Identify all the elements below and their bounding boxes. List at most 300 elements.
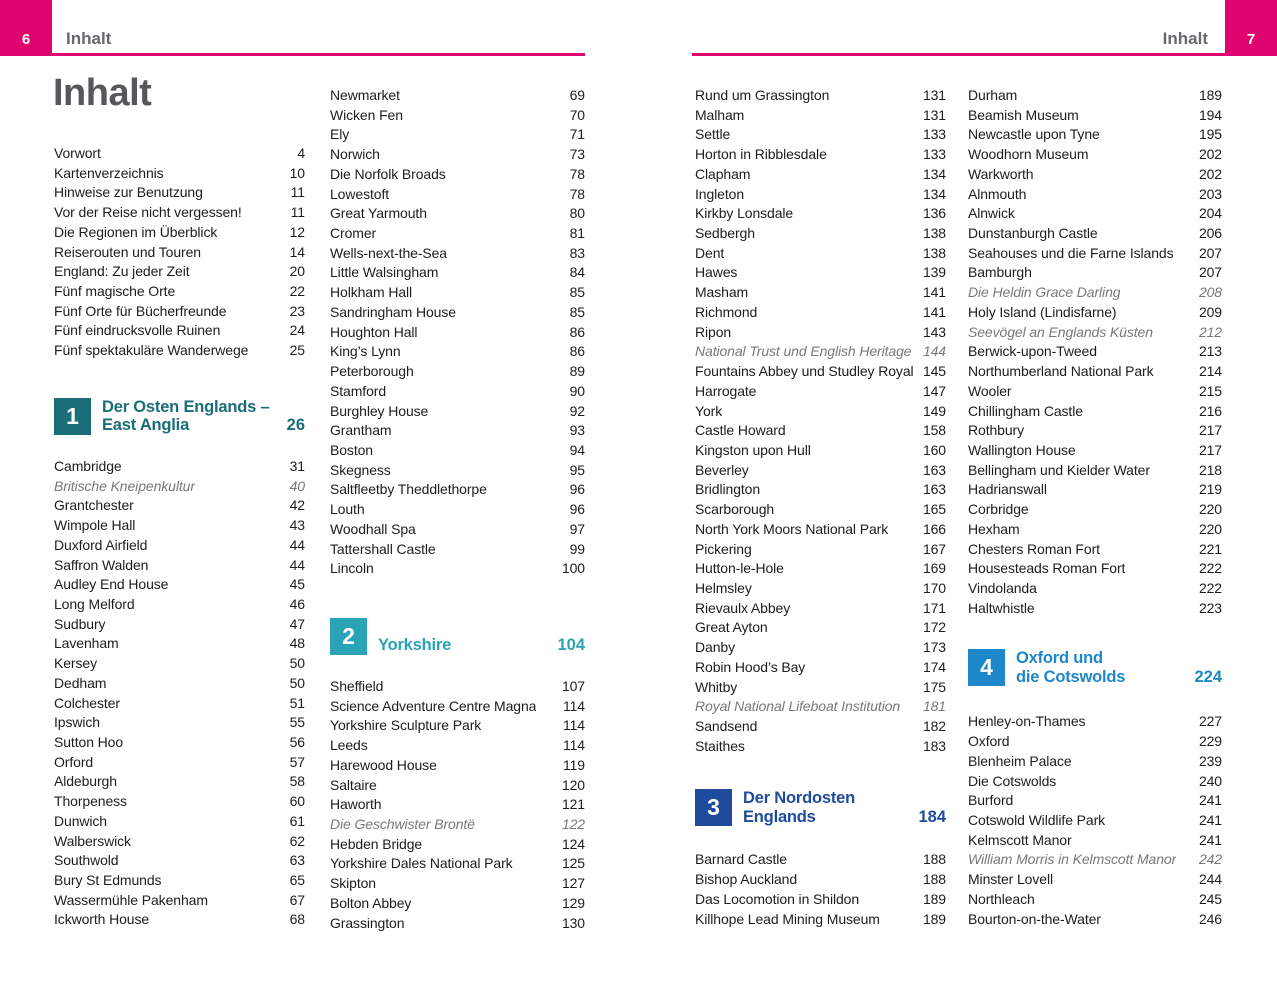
toc-entry-label: Chesters Roman Fort	[968, 540, 1100, 557]
toc-entry-label: Die Regionen im Überblick	[54, 223, 218, 240]
toc-entry-page: 11	[290, 204, 305, 221]
page-number-tab-left: 6	[0, 0, 52, 56]
toc-entry-label: National Trust und English Heritage	[695, 343, 912, 360]
toc-entry-page: 131	[922, 87, 946, 103]
toc-entry-label: Clapham	[695, 165, 751, 182]
toc-entry-page: 78	[569, 165, 585, 182]
toc-entry-page: 214	[1198, 363, 1222, 380]
toc-entry	[695, 263, 946, 283]
toc-entry	[330, 244, 585, 264]
toc-entry-label: Kersey	[54, 655, 97, 672]
toc-entry-page: 86	[569, 343, 585, 360]
toc-entry-page: 94	[569, 441, 585, 458]
toc-entry	[54, 262, 305, 282]
toc-entry	[54, 341, 305, 361]
toc-entry	[968, 86, 1222, 106]
toc-entry-page: 65	[289, 872, 305, 888]
toc-entry	[695, 106, 946, 126]
toc-entry-page: 245	[1198, 890, 1222, 907]
toc-entry	[54, 556, 305, 576]
toc-entry-label: Bolton Abbey	[330, 894, 412, 911]
toc-column-3	[695, 86, 946, 929]
toc-entry	[695, 303, 946, 323]
toc-entry-label: Dedham	[54, 674, 107, 691]
section4-entries-col4	[968, 712, 1222, 929]
toc-entry-page: 78	[569, 185, 585, 202]
toc-entry-label: Ingleton	[695, 185, 745, 202]
toc-entry-page: 167	[922, 540, 946, 557]
section-number-badge: 3	[695, 789, 732, 826]
toc-entry-page: 218	[1198, 461, 1222, 478]
toc-entry-label: Holy Island (Lindisfarne)	[968, 303, 1117, 320]
toc-entry	[968, 890, 1222, 910]
toc-entry-label: Wooler	[968, 382, 1012, 399]
toc-entry-page: 207	[1198, 264, 1222, 281]
section-header-1	[54, 397, 305, 435]
toc-entry	[695, 618, 946, 638]
toc-entry	[54, 321, 305, 341]
toc-entry-page: 158	[922, 422, 946, 439]
toc-entry-page: 50	[289, 655, 305, 672]
toc-entry-page: 208	[1198, 284, 1222, 301]
section2-entries-col3	[695, 86, 946, 756]
toc-entry-page: 62	[289, 832, 305, 849]
toc-entry-page: 127	[561, 875, 585, 892]
toc-entry	[54, 516, 305, 536]
toc-entry-label: Sedbergh	[695, 225, 755, 242]
toc-entry	[330, 224, 585, 244]
toc-entry-page: 239	[1198, 752, 1222, 769]
toc-entry	[695, 125, 946, 145]
toc-entry-label: Beamish Museum	[968, 106, 1079, 123]
toc-entry-label: Fünf spektakuläre Wanderwege	[54, 342, 249, 359]
toc-entry-label: Alnmouth	[968, 185, 1027, 202]
toc-entry	[54, 496, 305, 516]
section1-entries-col1	[54, 457, 305, 930]
toc-entry-label: Die Norfolk Broads	[330, 165, 446, 182]
toc-entry-page: 171	[922, 599, 946, 616]
toc-entry	[968, 323, 1222, 343]
toc-entry	[968, 579, 1222, 599]
toc-entry-page: 217	[1198, 422, 1222, 439]
toc-entry-label: Berwick-upon-Tweed	[968, 343, 1097, 360]
section-page-number: 104	[557, 636, 585, 655]
toc-entry-label: Rund um Grassington	[695, 87, 830, 103]
toc-entry-label: Castle Howard	[695, 422, 786, 439]
toc-entry-page: 194	[1198, 106, 1222, 123]
toc-entry-label: Stamford	[330, 382, 386, 399]
toc-entry	[54, 792, 305, 812]
toc-entry	[968, 441, 1222, 461]
toc-entry-label: Oxford	[968, 733, 1010, 750]
toc-entry-label: Ely	[330, 126, 350, 143]
toc-entry	[968, 752, 1222, 772]
toc-entry-label: Fünf magische Orte	[54, 283, 176, 300]
toc-entry	[330, 520, 585, 540]
toc-entry	[695, 204, 946, 224]
toc-entry	[968, 520, 1222, 540]
toc-entry-label: Scarborough	[695, 501, 775, 518]
toc-entry	[330, 362, 585, 382]
toc-entry-page: 240	[1198, 772, 1222, 789]
toc-entry-page: 50	[289, 674, 305, 691]
toc-entry-page: 223	[1198, 599, 1222, 616]
toc-entry-page: 138	[922, 225, 946, 242]
toc-entry-page: 145	[922, 363, 946, 380]
toc-entry	[695, 910, 946, 930]
toc-entry-label: Woodhorn Museum	[968, 146, 1089, 163]
toc-entry-label: Horton in Ribblesdale	[695, 146, 827, 163]
toc-entry-label: Danby	[695, 639, 735, 656]
toc-entry-page: 86	[569, 323, 585, 340]
toc-entry-label: Sudbury	[54, 615, 106, 632]
toc-entry	[54, 733, 305, 753]
toc-entry-page: 120	[561, 776, 585, 793]
toc-entry-page: 221	[1198, 540, 1222, 557]
toc-entry	[54, 223, 305, 243]
header-rule-left	[52, 53, 585, 56]
toc-entry	[330, 559, 585, 579]
toc-entry	[54, 674, 305, 694]
toc-entry-label: Settle	[695, 126, 731, 143]
toc-entry-page: 219	[1198, 481, 1222, 498]
toc-entry-page: 122	[561, 816, 585, 832]
toc-entry	[695, 362, 946, 382]
toc-entry	[330, 165, 585, 185]
toc-entry-page: 204	[1198, 205, 1222, 222]
toc-entry-page: 14	[289, 243, 305, 260]
toc-entry-page: 189	[922, 910, 946, 927]
toc-entry-label: Houghton Hall	[330, 323, 418, 340]
toc-entry-page: 31	[289, 457, 305, 474]
toc-entry	[695, 717, 946, 737]
toc-entry-page: 229	[1198, 733, 1222, 750]
toc-entry-label: Rievaulx Abbey	[695, 599, 791, 616]
toc-entry-page: 141	[922, 284, 946, 301]
toc-entry-page: 70	[569, 106, 585, 123]
toc-entry	[968, 106, 1222, 126]
toc-entry-label: Hawes	[695, 264, 738, 281]
toc-entry-label: Thorpeness	[54, 793, 127, 810]
toc-entry	[695, 165, 946, 185]
toc-entry	[695, 697, 946, 717]
toc-entry-page: 89	[569, 363, 585, 380]
toc-entry-label: Burford	[968, 792, 1014, 809]
toc-entry-page: 202	[1198, 146, 1222, 163]
toc-entry-label: Tattershall Castle	[330, 540, 436, 557]
toc-entry-page: 61	[289, 812, 305, 829]
section-header-3	[695, 788, 946, 826]
toc-entry-page: 241	[1198, 812, 1222, 828]
toc-entry-label: Fountains Abbey und Studley Royal	[695, 363, 914, 380]
toc-entry	[330, 303, 585, 323]
toc-entry	[54, 634, 305, 654]
toc-entry-label: Warkworth	[968, 165, 1034, 182]
header-rule-right	[692, 53, 1225, 56]
section-title-line2: Englands	[743, 807, 816, 826]
toc-entry	[968, 303, 1222, 323]
toc-entry-label: Henley-on-Thames	[968, 713, 1086, 730]
toc-entry-label: Newmarket	[330, 87, 400, 103]
toc-entry-label: Louth	[330, 501, 365, 518]
toc-entry-page: 182	[922, 718, 946, 734]
toc-entry-label: Minster Lovell	[968, 871, 1053, 888]
toc-entry-label: Durham	[968, 87, 1018, 103]
toc-entry-label: Haltwhistle	[968, 599, 1035, 616]
toc-entry-label: Bishop Auckland	[695, 871, 798, 888]
toc-entry-label: Cotswold Wildlife Park	[968, 812, 1106, 828]
section-title	[102, 398, 287, 435]
toc-entry	[54, 694, 305, 714]
toc-entry-page: 92	[569, 402, 585, 419]
toc-entry-label: Vindolanda	[968, 579, 1037, 596]
toc-entry-page: 212	[1198, 323, 1222, 340]
toc-entry	[54, 753, 305, 773]
toc-entry-label: Burghley House	[330, 402, 429, 419]
toc-entry	[695, 737, 946, 757]
toc-entry-page: 20	[289, 263, 305, 280]
toc-entry	[330, 461, 585, 481]
toc-entry-page: 209	[1198, 303, 1222, 320]
section-header-2	[330, 617, 585, 655]
toc-entry-page: 138	[922, 244, 946, 261]
toc-entry-label: Great Yarmouth	[330, 205, 427, 222]
toc-entry-label: Science Adventure Centre Magna	[330, 697, 537, 714]
toc-entry-page: 173	[922, 639, 946, 656]
toc-entry	[968, 870, 1222, 890]
toc-entry	[695, 540, 946, 560]
toc-entry-page: 139	[922, 264, 946, 281]
section-number-badge: 4	[968, 649, 1005, 686]
toc-entry-label: Lowestoft	[330, 185, 390, 202]
toc-entry-label: Bridlington	[695, 481, 761, 498]
toc-entry-page: 163	[922, 481, 946, 498]
toc-entry	[330, 480, 585, 500]
page-number-tab-right: 7	[1225, 0, 1277, 56]
toc-entry	[330, 736, 585, 756]
toc-entry-label: Saffron Walden	[54, 556, 149, 573]
toc-entry-page: 95	[569, 461, 585, 478]
toc-entry	[54, 183, 305, 203]
toc-entry	[54, 654, 305, 674]
toc-entry-label: England: Zu jeder Zeit	[54, 263, 190, 280]
toc-entry-label: Masham	[695, 284, 749, 301]
toc-entry-page: 172	[922, 619, 946, 636]
toc-entry-page: 213	[1198, 343, 1222, 360]
toc-entry-page: 44	[289, 536, 305, 553]
toc-entry	[330, 125, 585, 145]
toc-entry-label: Killhope Lead Mining Museum	[695, 910, 880, 927]
section-title	[378, 636, 557, 655]
toc-entry-label: Audley End House	[54, 576, 169, 593]
toc-entry-label: Kartenverzeichnis	[54, 164, 164, 181]
toc-entry-label: Robin Hood’s Bay	[695, 658, 806, 675]
toc-entry-label: Holkham Hall	[330, 284, 413, 301]
toc-entry-label: Housesteads Roman Fort	[968, 560, 1126, 577]
toc-entry-label: Kirkby Lonsdale	[695, 205, 794, 222]
toc-entry	[968, 342, 1222, 362]
toc-entry-page: 129	[561, 894, 585, 911]
toc-entry-page: 114	[562, 717, 585, 734]
toc-entry-label: Peterborough	[330, 363, 414, 380]
toc-entry	[695, 461, 946, 481]
toc-entry-page: 90	[569, 382, 585, 399]
toc-entry-page: 58	[289, 773, 305, 790]
toc-entry	[54, 910, 305, 930]
toc-entry-page: 147	[922, 382, 946, 399]
toc-entry-label: York	[695, 402, 723, 419]
toc-entry-label: Seahouses und die Farne Islands	[968, 244, 1174, 261]
toc-entry-label: Grantham	[330, 422, 392, 439]
toc-entry	[968, 712, 1222, 732]
toc-entry-label: Wallington House	[968, 441, 1076, 458]
toc-entry	[695, 441, 946, 461]
toc-entry-page: 188	[922, 871, 946, 888]
toc-entry	[54, 595, 305, 615]
toc-entry-label: Cambridge	[54, 457, 122, 474]
toc-entry-label: Sutton Hoo	[54, 733, 124, 750]
toc-entry-page: 85	[569, 303, 585, 320]
toc-entry-label: Boston	[330, 441, 373, 458]
page-title: Inhalt	[53, 72, 152, 114]
toc-entry-page: 241	[1198, 831, 1222, 848]
toc-entry-page: 207	[1198, 244, 1222, 261]
section-page-number: 184	[918, 807, 946, 826]
toc-entry-page: 163	[922, 461, 946, 478]
toc-entry-label: Southwold	[54, 852, 119, 869]
toc-entry	[54, 282, 305, 302]
toc-entry-label: Hutton-le-Hole	[695, 560, 784, 577]
toc-entry-label: Great Ayton	[695, 619, 768, 636]
toc-entry-page: 57	[289, 753, 305, 770]
toc-entry-page: 24	[289, 322, 305, 339]
toc-entry	[968, 831, 1222, 851]
toc-entry	[968, 224, 1222, 244]
toc-entry-label: Fünf Orte für Bücherfreunde	[54, 302, 227, 319]
toc-entry-label: Die Heldin Grace Darling	[968, 284, 1121, 301]
toc-entry-label: Leeds	[330, 737, 368, 754]
toc-entry-page: 124	[561, 835, 585, 852]
toc-entry	[968, 165, 1222, 185]
toc-entry	[695, 421, 946, 441]
toc-entry-label: Wimpole Hall	[54, 517, 136, 534]
toc-entry	[330, 756, 585, 776]
toc-entry	[968, 559, 1222, 579]
toc-column-1	[54, 144, 305, 930]
toc-entry-page: 55	[289, 714, 305, 731]
toc-entry	[968, 421, 1222, 441]
toc-entry	[330, 441, 585, 461]
toc-entry-label: Woodhall Spa	[330, 520, 416, 537]
toc-entry-page: 67	[289, 891, 305, 908]
section-page-number: 26	[286, 416, 305, 435]
toc-entry	[330, 540, 585, 560]
toc-entry	[330, 677, 585, 697]
toc-entry	[968, 204, 1222, 224]
toc-entry-page: 99	[569, 540, 585, 557]
toc-entry	[54, 891, 305, 911]
toc-entry	[54, 851, 305, 871]
toc-entry	[968, 599, 1222, 619]
toc-entry-label: King’s Lynn	[330, 343, 401, 360]
toc-entry	[54, 713, 305, 733]
toc-entry-page: 216	[1198, 402, 1222, 419]
toc-entry	[968, 125, 1222, 145]
toc-entry	[330, 500, 585, 520]
toc-entry	[330, 382, 585, 402]
toc-entry	[330, 835, 585, 855]
toc-entry	[968, 185, 1222, 205]
toc-entry-label: Sandsend	[695, 718, 758, 734]
toc-entry	[695, 890, 946, 910]
toc-entry	[695, 86, 946, 106]
toc-entry-label: Long Melford	[54, 595, 135, 612]
toc-entry-page: 195	[1198, 126, 1222, 143]
toc-entry-page: 85	[569, 284, 585, 301]
section-title-line2: die Cotswolds	[1016, 667, 1126, 686]
toc-entry	[695, 283, 946, 303]
section2-entries-col2	[330, 677, 585, 933]
toc-entry	[330, 894, 585, 914]
toc-entry	[695, 500, 946, 520]
toc-entry	[330, 323, 585, 343]
toc-entry-label: Rothbury	[968, 422, 1025, 439]
section-title-line1: Der Osten Englands –	[102, 397, 270, 416]
toc-entry-label: Alnwick	[968, 205, 1015, 222]
toc-entry-page: 44	[289, 556, 305, 573]
toc-entry-page: 63	[289, 852, 305, 869]
section-number-badge: 2	[330, 618, 367, 655]
toc-entry-page: 84	[569, 264, 585, 281]
toc-entry	[695, 342, 946, 362]
toc-entry	[695, 224, 946, 244]
toc-entry	[695, 520, 946, 540]
toc-entry	[968, 362, 1222, 382]
toc-entry-page: 244	[1198, 871, 1222, 888]
toc-entry-label: Vorwort	[54, 145, 101, 161]
toc-entry-label: Ipswich	[54, 714, 100, 731]
toc-column-4	[968, 86, 1222, 929]
toc-entry	[968, 480, 1222, 500]
toc-entry-page: 71	[569, 126, 585, 143]
toc-entry-label: Beverley	[695, 461, 749, 478]
toc-entry-label: Wells-next-the-Sea	[330, 244, 447, 261]
toc-entry	[968, 910, 1222, 930]
toc-entry-label: North York Moors National Park	[695, 520, 889, 537]
toc-entry	[330, 283, 585, 303]
toc-entry	[54, 477, 305, 497]
toc-entry-page: 189	[922, 890, 946, 907]
toc-entry	[54, 812, 305, 832]
toc-entry	[54, 575, 305, 595]
toc-entry-label: Saltfleetby Theddlethorpe	[330, 481, 487, 498]
toc-entry-label: Orford	[54, 753, 94, 770]
toc-entry-label: Pickering	[695, 540, 752, 557]
toc-entry-page: 125	[561, 855, 585, 872]
toc-entry-page: 144	[922, 343, 946, 360]
toc-entry-label: Hinweise zur Benutzung	[54, 184, 203, 201]
section-page-number: 224	[1194, 667, 1222, 686]
toc-entry-label: Sheffield	[330, 677, 384, 694]
toc-entry-label: Hebden Bridge	[330, 835, 423, 852]
section1-entries-col2	[330, 86, 585, 579]
toc-entry	[330, 914, 585, 934]
toc-entry-page: 133	[922, 146, 946, 163]
toc-entry-label: Yorkshire Dales National Park	[330, 855, 513, 872]
section3-entries-col3	[695, 850, 946, 929]
toc-entry	[968, 244, 1222, 264]
toc-entry-label: Dent	[695, 244, 725, 261]
